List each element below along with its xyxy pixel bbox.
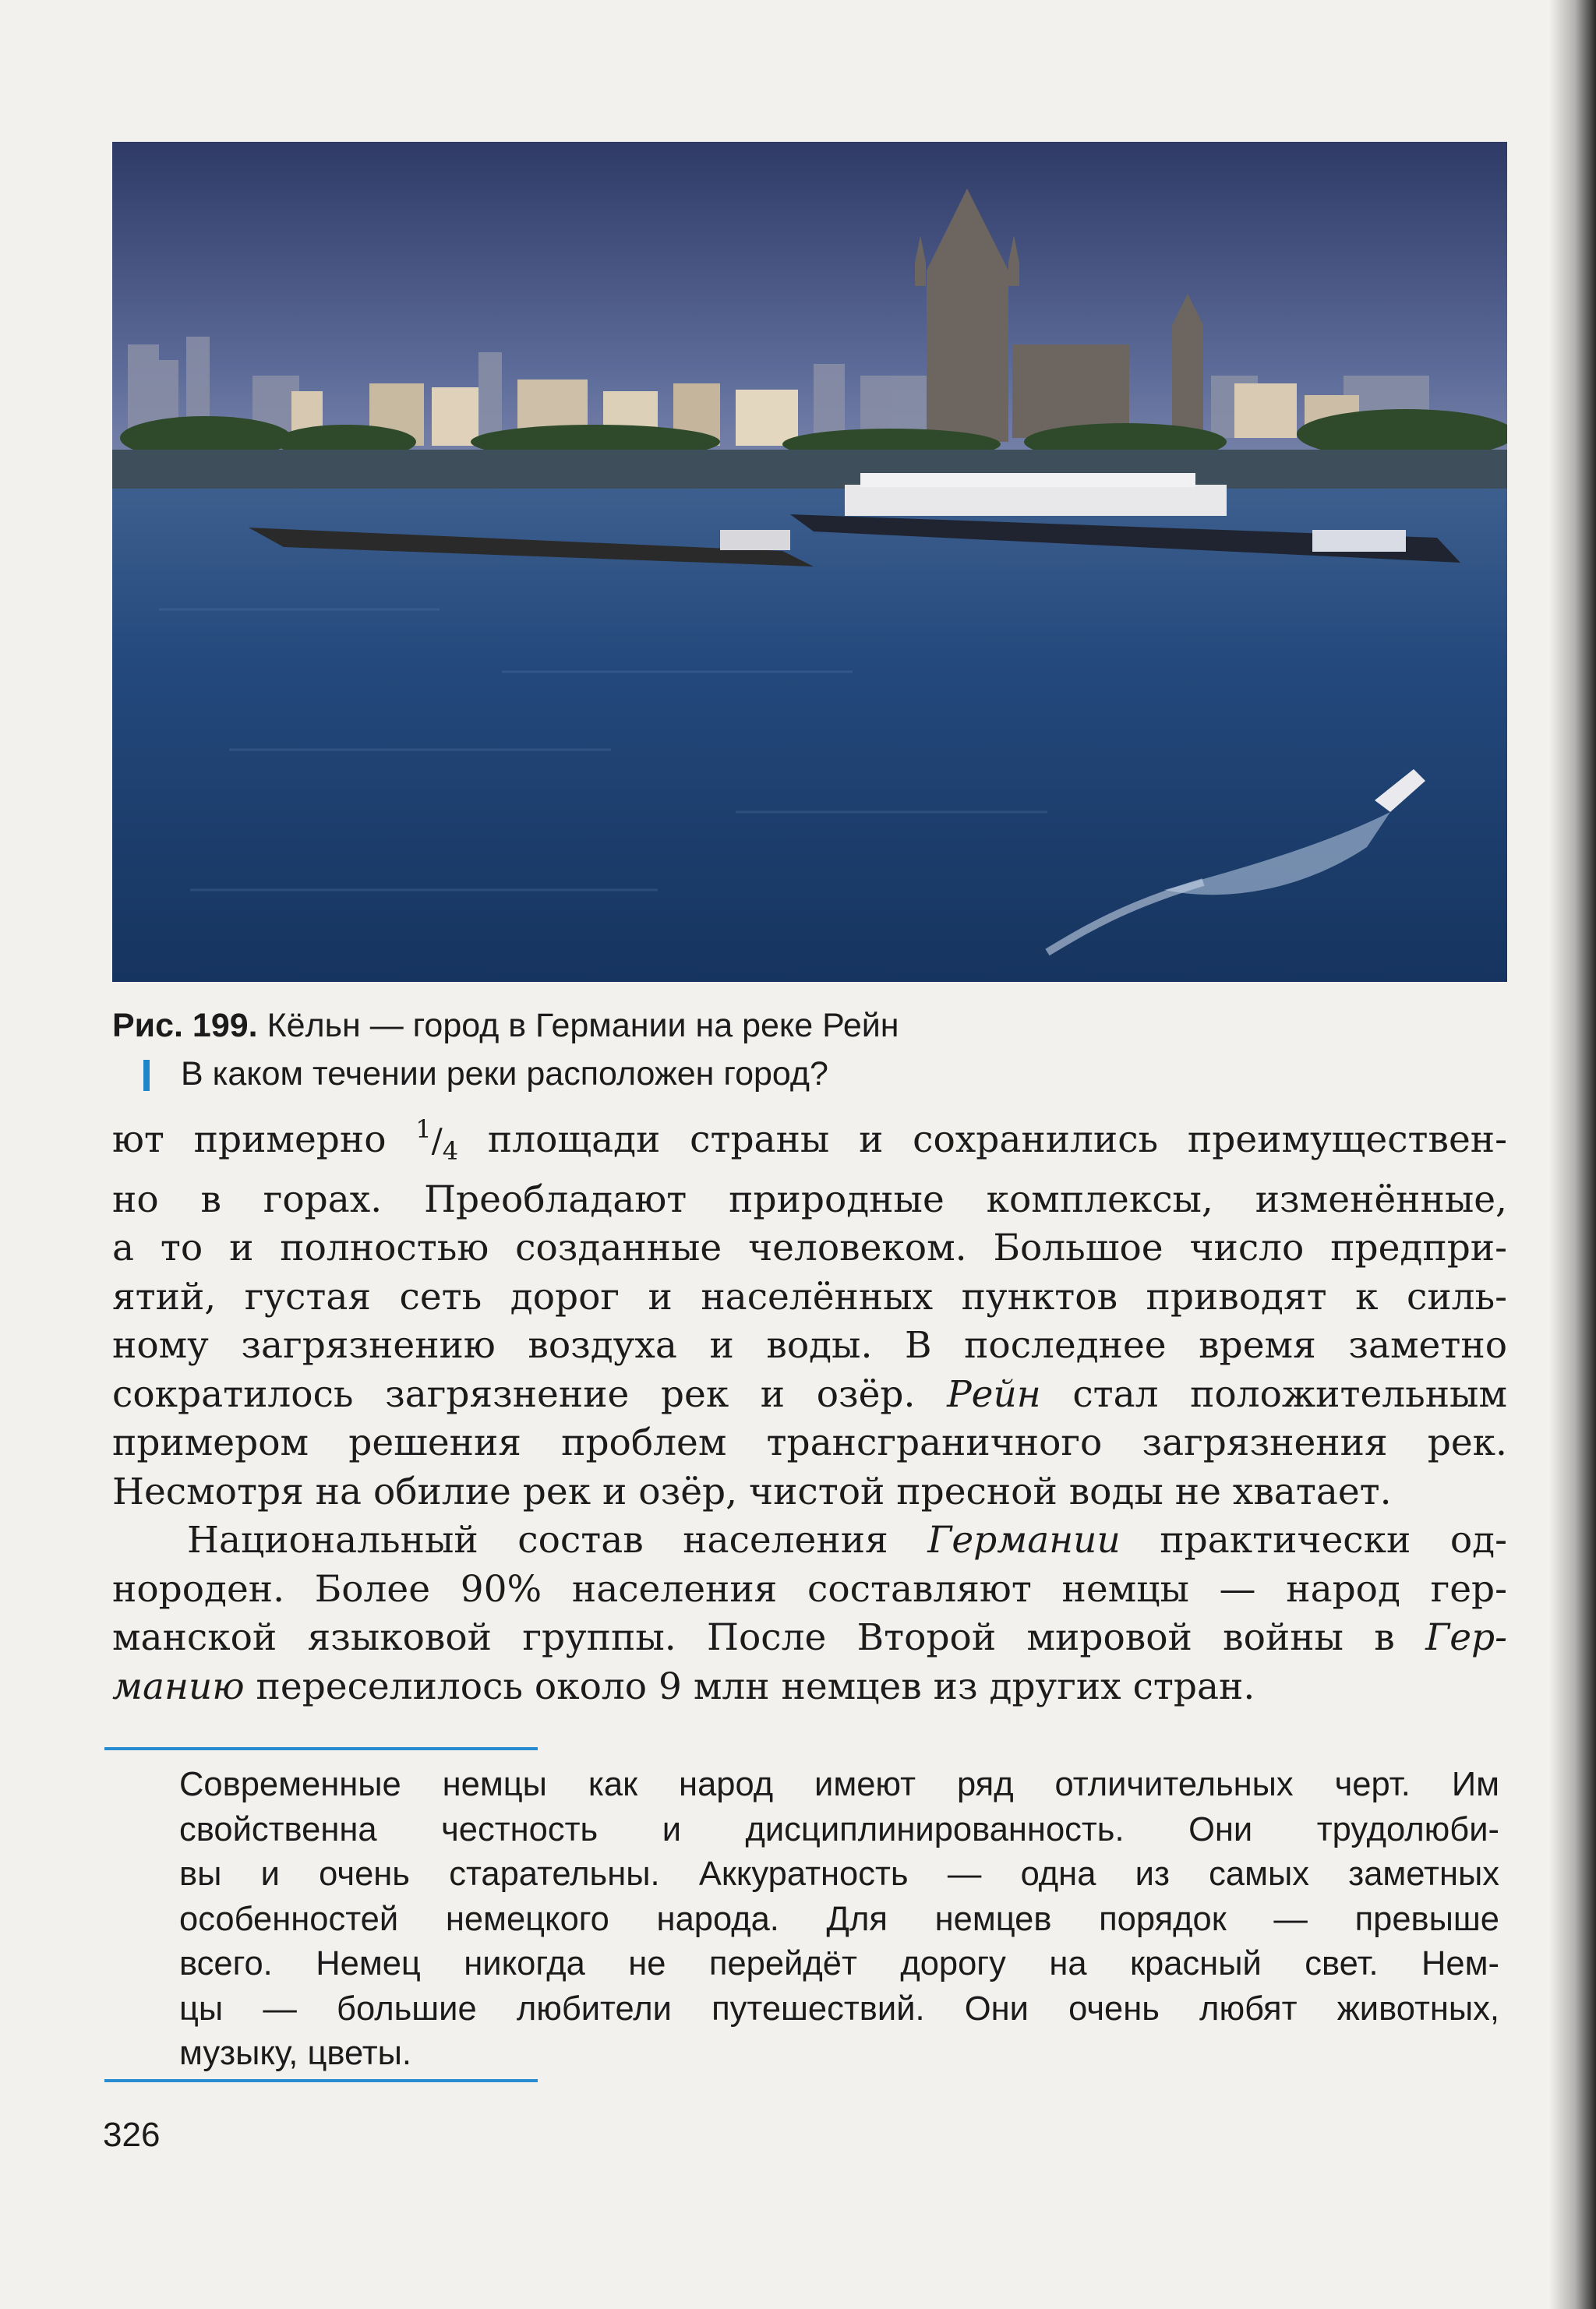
text-line xyxy=(112,1516,1507,1566)
text-span: практически од- xyxy=(1120,1519,1507,1562)
box-line: музыку, цветы. xyxy=(179,2035,412,2072)
text-line: а то и полностью созданные человеком. Большое число предпри- xyxy=(112,1227,1507,1269)
text-line: ному загрязнению воздуха и воды. В последнее время заметно xyxy=(112,1324,1507,1367)
text-span: переселилось около 9 млн немцев из других стран. xyxy=(244,1665,1255,1708)
figure-caption xyxy=(112,1005,1507,1046)
fraction-numerator: 1 xyxy=(415,1114,432,1144)
box-top-rule xyxy=(104,1747,538,1750)
figure-caption-text: Кёльн — город в Германии на реке Рейн xyxy=(257,1007,899,1044)
italic-term: Гер- xyxy=(1425,1616,1507,1659)
cologne-rhine-photo xyxy=(112,142,1507,982)
text-line: ятий, густая сеть дорог и населённых пунктов приводят к силь- xyxy=(112,1275,1507,1319)
box-line: особенностей немецкого народа. Для немцев порядок — превыше xyxy=(179,1900,1499,1938)
box-line: вы и очень старательны. Аккуратность — одна из самых заметных xyxy=(179,1855,1499,1893)
italic-term: Рейн xyxy=(947,1372,1041,1416)
figure-question xyxy=(112,1054,1507,1094)
text-line xyxy=(112,1663,1507,1712)
box-line: всего. Немец никогда не перейдёт дорогу на красный свет. Нем- xyxy=(179,1945,1499,1982)
text-span: сократилось загрязнение рек и озёр. xyxy=(112,1372,948,1416)
text-span: манской языковой группы. После Второй мировой войны в xyxy=(112,1616,1426,1659)
figure-question-text: В каком течении реки расположен город? xyxy=(181,1055,828,1093)
fraction: $^1/_4$ xyxy=(415,1114,459,1166)
text-line xyxy=(112,1105,1507,1176)
main-text xyxy=(112,1105,1507,1711)
page-number: 326 xyxy=(103,2116,161,2154)
info-box xyxy=(179,1763,1499,2077)
italic-term: манию xyxy=(112,1665,245,1708)
box-line: цы — большие любители путешествий. Они очень любят животных, xyxy=(179,1989,1499,2028)
box-line: Современные немцы как народ имеют ряд отличительных черт. Им xyxy=(179,1766,1499,1803)
text-span: ют примерно xyxy=(112,1118,416,1161)
page-binding-shadow xyxy=(1549,0,1596,2309)
text-span: площади страны и сохранились преимуществен- xyxy=(458,1118,1507,1161)
figure-number: Рис. 199. xyxy=(112,1007,258,1044)
text-span: Национальный состав населения xyxy=(187,1519,928,1562)
paragraph-2 xyxy=(112,1516,1507,1711)
text-line: нороден. Более 90% населения составляют немцы — народ гер- xyxy=(112,1567,1507,1611)
fraction-denominator: 4 xyxy=(442,1136,459,1166)
paragraph-1 xyxy=(112,1105,1507,1516)
text-line xyxy=(112,1371,1507,1420)
question-marker xyxy=(143,1060,150,1091)
italic-term: Германии xyxy=(927,1519,1121,1562)
text-span: стал положительным xyxy=(1040,1372,1507,1416)
text-line xyxy=(112,1614,1507,1663)
text-line: примером решения проблем трансграничного загрязнения рек. xyxy=(112,1421,1507,1464)
box-line: свойственна честность и дисциплинированность. Они трудолюби- xyxy=(179,1810,1499,1848)
text-line: Несмотря на обилие рек и озёр, чистой пресной воды не хватает. xyxy=(112,1470,1392,1513)
box-bottom-rule xyxy=(104,2079,538,2082)
text-line: но в горах. Преобладают природные комплексы, изменённые, xyxy=(112,1177,1507,1221)
